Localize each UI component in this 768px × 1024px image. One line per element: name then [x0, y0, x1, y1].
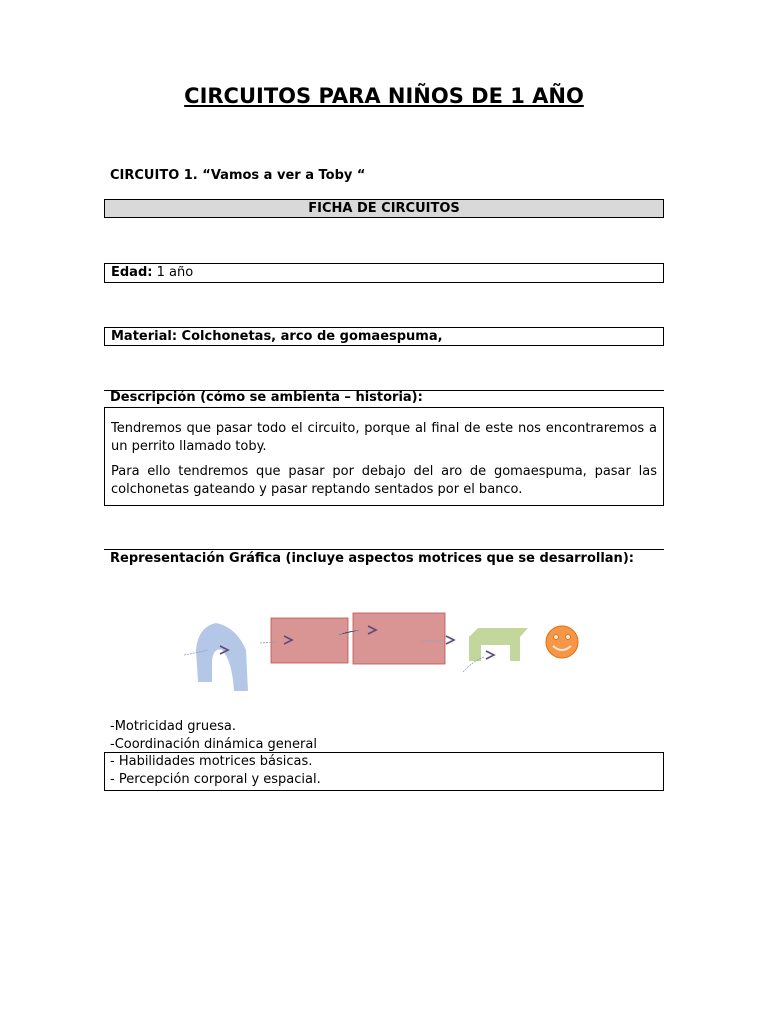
edad-label: Edad:	[111, 265, 153, 280]
edad-row	[104, 263, 664, 283]
material-label: Material: Colchonetas, arco de gomaespuma,	[111, 329, 443, 344]
ficha-header: FICHA DE CIRCUITOS	[104, 199, 664, 218]
page-title: CIRCUITOS PARA NIÑOS DE 1 AÑO	[184, 84, 584, 108]
arrow-head-5	[486, 651, 494, 659]
foam-arch-shape	[196, 623, 248, 691]
smiley-face-icon	[546, 626, 578, 658]
descripcion-paragraph-2: Para ello tendremos que pasar por debajo del aro de gomaespuma, pasar las colchonetas gateando y pasar reptando sentados por el banco.	[111, 464, 657, 497]
edad-value: 1 año	[152, 265, 194, 280]
representacion-label: Representación Gráfica (incluye aspectos motrices que se desarrollan):	[110, 551, 634, 566]
aspecto-item-1: -Motricidad gruesa.	[110, 719, 236, 734]
circuit-subtitle: CIRCUITO 1. “Vamos a ver a Toby “	[110, 168, 366, 183]
descripcion-paragraph-1: Tendremos que pasar todo el circuito, porque al final de este nos encontraremos a un perrito llamado toby.	[111, 421, 657, 454]
arrow-head-4	[446, 636, 454, 644]
descripcion-box	[104, 407, 664, 506]
material-row	[104, 327, 664, 346]
aspecto-item-4: - Percepción corporal y espacial.	[110, 772, 321, 787]
mat-1-shape	[271, 618, 348, 663]
aspecto-item-3: - Habilidades motrices básicas.	[110, 754, 313, 769]
circuit-diagram	[178, 605, 598, 700]
descripcion-label: Descripción (cómo se ambienta – historia):	[110, 390, 423, 405]
aspecto-item-2: -Coordinación dinámica general	[110, 737, 317, 752]
bench-shape	[469, 628, 528, 661]
mat-2-shape	[353, 613, 445, 664]
